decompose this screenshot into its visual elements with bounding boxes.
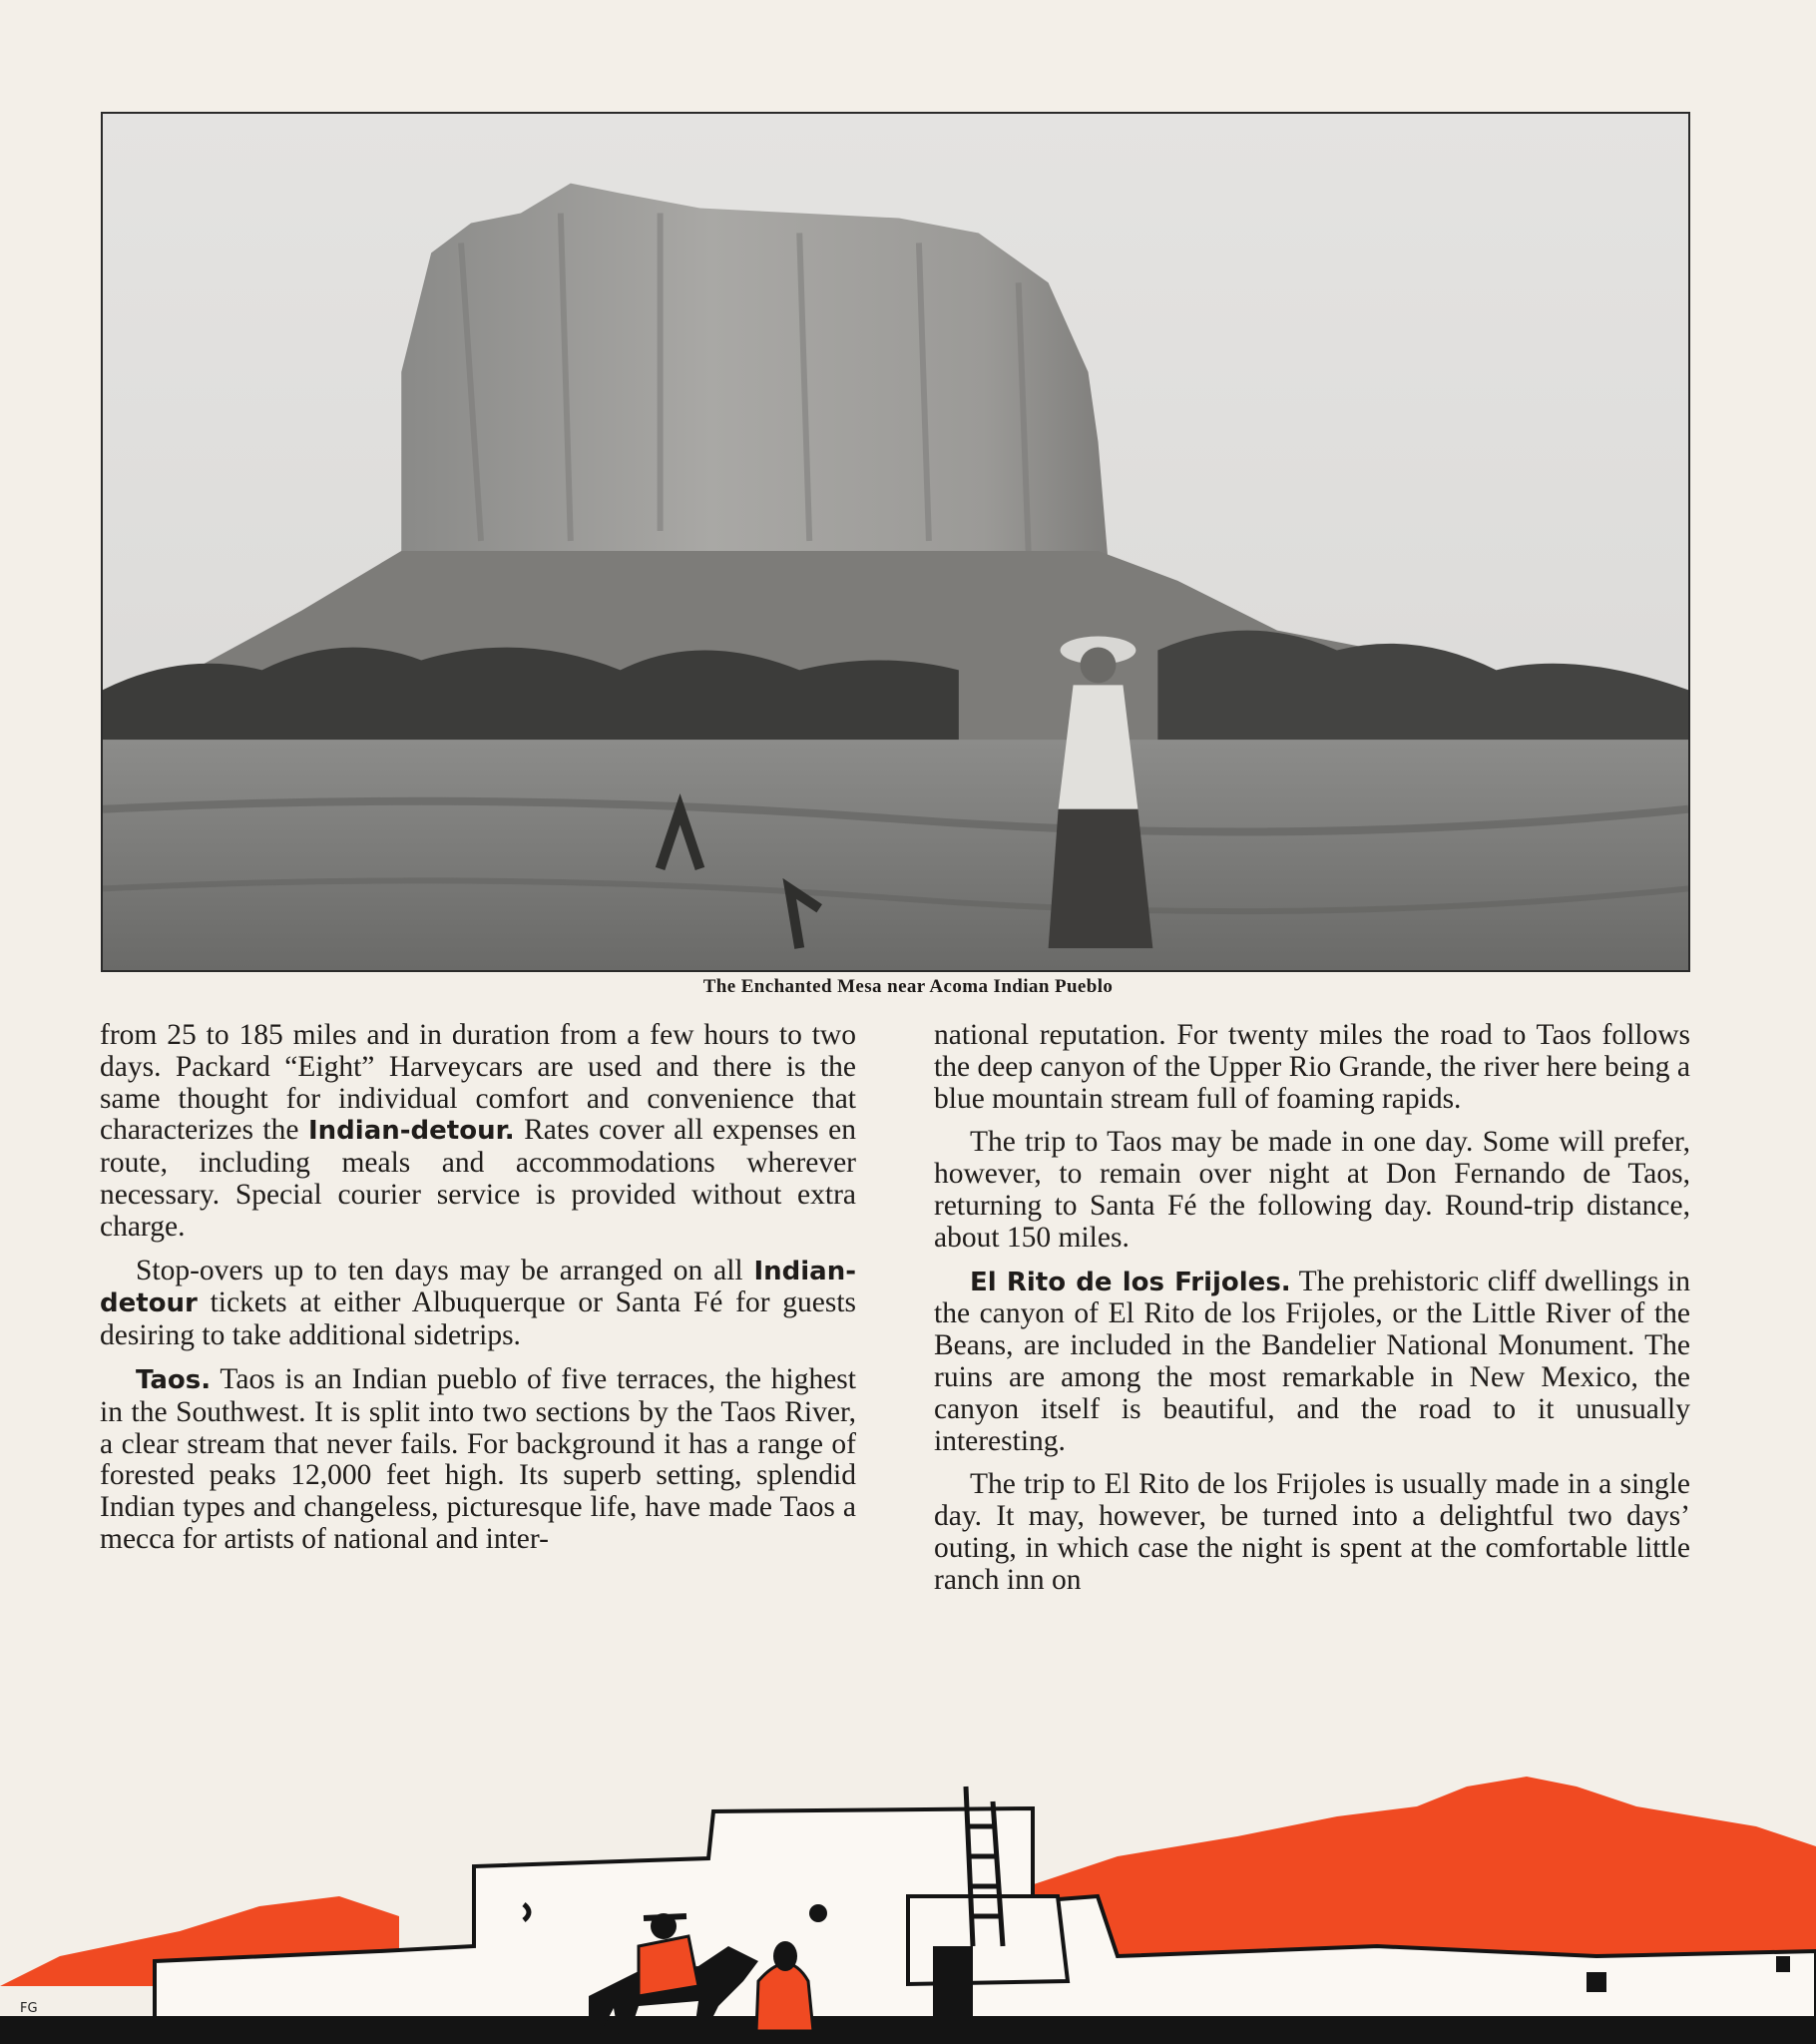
photo-caption: The Enchanted Mesa near Acoma Indian Pueblo [702, 976, 1114, 997]
pueblo-illustration [0, 1747, 1816, 2044]
indian-detour-bold: Indian-detour [100, 1256, 856, 1319]
door [933, 1946, 973, 2016]
paragraph-taos-trip: The trip to Taos may be made in one day. Some will prefer, however, to remain over night at Don Fernando de Taos, returning to Santa Fé the following day. Round-trip distance, about 150 miles. [934, 1126, 1690, 1254]
paragraph-harveycars: from 25 to 185 miles and in duration from a few hours to two days. Packard “Eight” Harveycars are used and there is the same thought for individual comfort and convenience that characterizes the Indian-detour. Rates cover all expenses en route, including meals and accommodations wherever necessary. Special courier service is provided without extra charge. [100, 1019, 856, 1243]
left-text-column [100, 1020, 856, 1568]
paragraph-el-rito-trip: The trip to El Rito de los Frijoles is usually made in a single day. It may, however, be turned into a delightful two days’ outing, in which case the night is spent at the comfortable little ranch inn on [934, 1468, 1690, 1596]
artist-monogram: FG [20, 2001, 38, 2016]
paragraph-el-rito: El Rito de los Frijoles. The prehistoric cliff dwellings in the canyon of El Rito de los Frijoles, or the Little River of the Beans, are included in the Bandelier National Monument. The ruins are among the most remarkable in New Mexico, the canyon itself is beautiful, and the road to it unusually interesting. [934, 1265, 1690, 1457]
paragraph-stop-overs: Stop-overs up to ten days may be arranged on all Indian-detour tickets at either Albuquerque or Santa Fé for guests desiring to take additional sidetrips. [100, 1254, 856, 1352]
right-text-column [934, 1020, 1690, 1609]
el-rito-heading: El Rito de los Frijoles. [970, 1267, 1291, 1297]
indian-detour-bold: Indian-detour. [307, 1116, 515, 1147]
ground [0, 2016, 1816, 2044]
paragraph-national-reputation: national reputation. For twenty miles the road to Taos follows the deep canyon of the Upper Rio Grande, the river here being a blue mountain stream full of foaming rapids. [934, 1019, 1690, 1115]
taos-heading: Taos. [136, 1364, 212, 1395]
paragraph-taos: Taos. Taos is an Indian pueblo of five terraces, the highest in the Southwest. It is split into two sections by the Taos River, a clear stream that never fails. For background it has a range of forested peaks 12,000 feet high. Its superb setting, splendid Indian types and changeless, picturesque life, have made Taos a mecca for artists of national and inter- [100, 1362, 856, 1555]
enchanted-mesa-photo [101, 112, 1690, 972]
